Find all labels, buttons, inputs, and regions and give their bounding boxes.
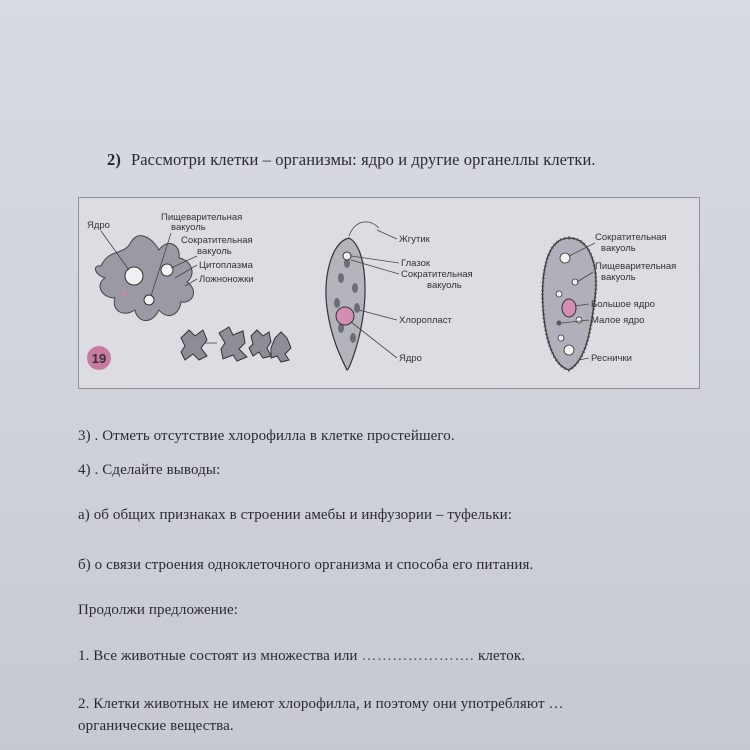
paramecium-label-contractile-1: Сократительная <box>595 232 667 243</box>
sentence-1 <box>78 648 525 665</box>
euglena-label-eyespot: Глазок <box>401 258 431 269</box>
amoeba-label-contractile-1: Сократительная <box>181 235 253 246</box>
sentence-2-line-1: 2. Клетки животных не имеют хлорофилла, и поэтому они употребляют … <box>78 696 564 712</box>
protozoa-illustration <box>79 198 699 388</box>
paramecium-label-digestive-2: вакуоль <box>601 272 636 283</box>
item-b: б) о связи строения одноклеточного организма и способа его питания. <box>78 557 534 573</box>
euglena-flagellum <box>349 222 379 236</box>
paramecium-label-digestive-1: Пищеварительная <box>595 261 677 272</box>
figure-19 <box>78 197 700 389</box>
paramecium-large-nucleus-shape <box>562 299 576 317</box>
paramecium-label-contractile-2: вакуоль <box>601 243 636 254</box>
task-2-text: Рассмотри клетки – организмы: ядро и другие органеллы клетки. <box>130 150 596 169</box>
amoeba-label-digestive-2: вакуоль <box>171 222 206 233</box>
amoeba-label-contractile-2: вакуоль <box>197 246 232 257</box>
amoeba-division-sequence <box>181 327 291 362</box>
sentence-1-end: клеток. <box>478 648 526 664</box>
euglena-label-nucleus: Ядро <box>399 353 422 364</box>
task-2-heading <box>107 150 596 170</box>
euglena-vacuole-shape <box>343 252 351 260</box>
sentence-1-blank: …………………. <box>361 648 475 664</box>
amoeba-nucleus-shape <box>125 267 143 285</box>
amoeba-label-cytoplasm: Цитоплазма <box>199 260 253 271</box>
euglena-label-chloroplast: Хлоропласт <box>399 315 452 326</box>
euglena-label-contractile-1: Сократительная <box>401 269 473 280</box>
amoeba-body <box>95 236 193 321</box>
paramecium-label-small-nucleus: Малое ядро <box>591 315 645 326</box>
task-4: 4) . Сделайте выводы: <box>78 462 221 478</box>
euglena-label-flagellum: Жгутик <box>399 234 430 245</box>
sentence-2-line-2: органические вещества. <box>78 718 234 734</box>
sentence-1-text: 1. Все животные состоят из множества или <box>78 648 358 664</box>
paramecium-label-large-nucleus: Большое ядро <box>591 299 655 310</box>
paramecium-label-cilia: Реснички <box>591 353 632 364</box>
task-2-number: 2) <box>107 150 121 169</box>
amoeba-vacuole-shape <box>144 295 154 305</box>
task-3: 3) . Отметь отсутствие хлорофилла в клетке простейшего. <box>78 428 455 444</box>
continue-heading: Продолжи предложение: <box>78 602 238 618</box>
amoeba-label-nucleus: Ядро <box>87 220 110 231</box>
amoeba-label-pseudopods: Ложноножки <box>199 274 254 285</box>
paramecium-small-nucleus-shape <box>557 321 562 326</box>
item-a: а) об общих признаках в строении амебы и инфузории – туфельки: <box>78 507 512 523</box>
amoeba-pink-spot <box>121 290 127 296</box>
euglena-label-contractile-2: вакуоль <box>427 280 462 291</box>
amoeba-contractile-shape <box>161 264 173 276</box>
figure-number: 19 <box>91 351 107 366</box>
amoeba-label-digestive-1: Пищеварительная <box>161 212 243 223</box>
